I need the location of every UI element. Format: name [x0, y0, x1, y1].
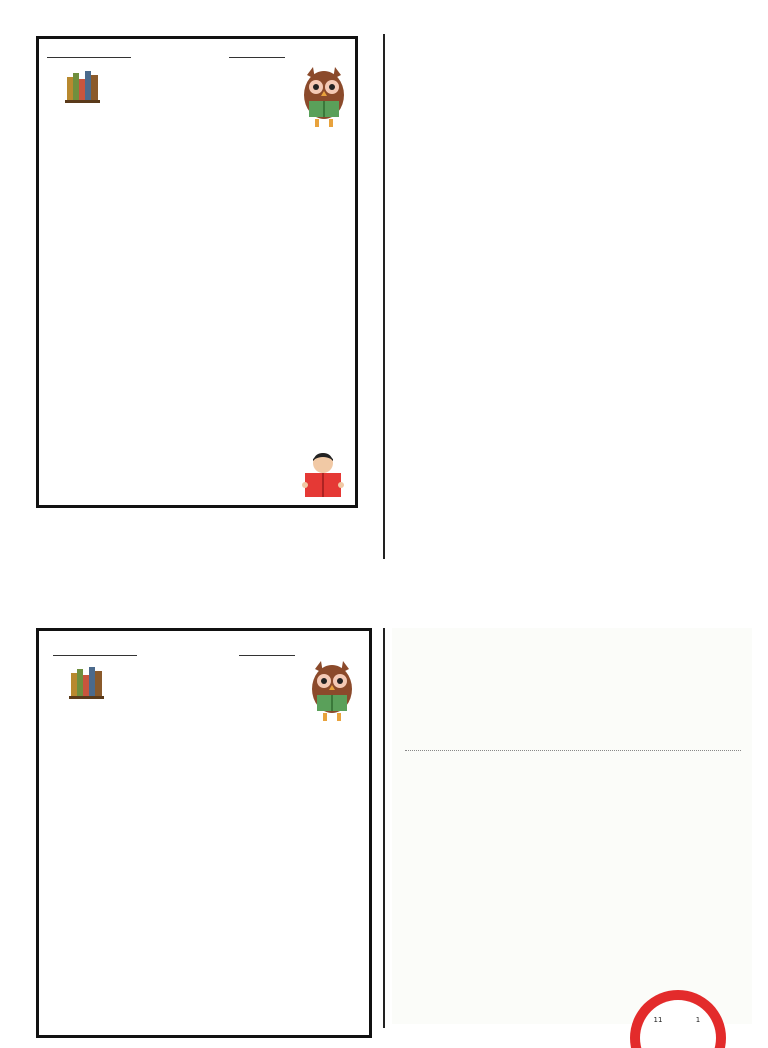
- owl-reading-icon: [309, 659, 355, 725]
- clock-icon: [628, 988, 728, 1048]
- divider-top: [383, 34, 385, 559]
- name-line: [47, 57, 131, 58]
- owl-reading-icon: [301, 65, 347, 131]
- noun-activity-panel: [392, 628, 752, 1024]
- svg-text:1: 1: [695, 1016, 701, 1024]
- name-field: [53, 645, 137, 656]
- date-field: [239, 645, 295, 656]
- worksheet-bottom: [36, 628, 372, 1038]
- dotted-divider: [405, 750, 741, 751]
- name-field: [47, 47, 131, 58]
- divider-bottom: [383, 628, 385, 1028]
- date-field: [229, 47, 285, 58]
- name-line: [53, 655, 137, 656]
- date-line: [229, 57, 285, 58]
- date-line: [239, 655, 295, 656]
- svg-text:11: 11: [653, 1016, 663, 1024]
- boy-reading-icon: [301, 451, 345, 497]
- worksheet-top: [36, 36, 358, 508]
- books-icon: [65, 69, 101, 103]
- books-icon: [69, 665, 105, 699]
